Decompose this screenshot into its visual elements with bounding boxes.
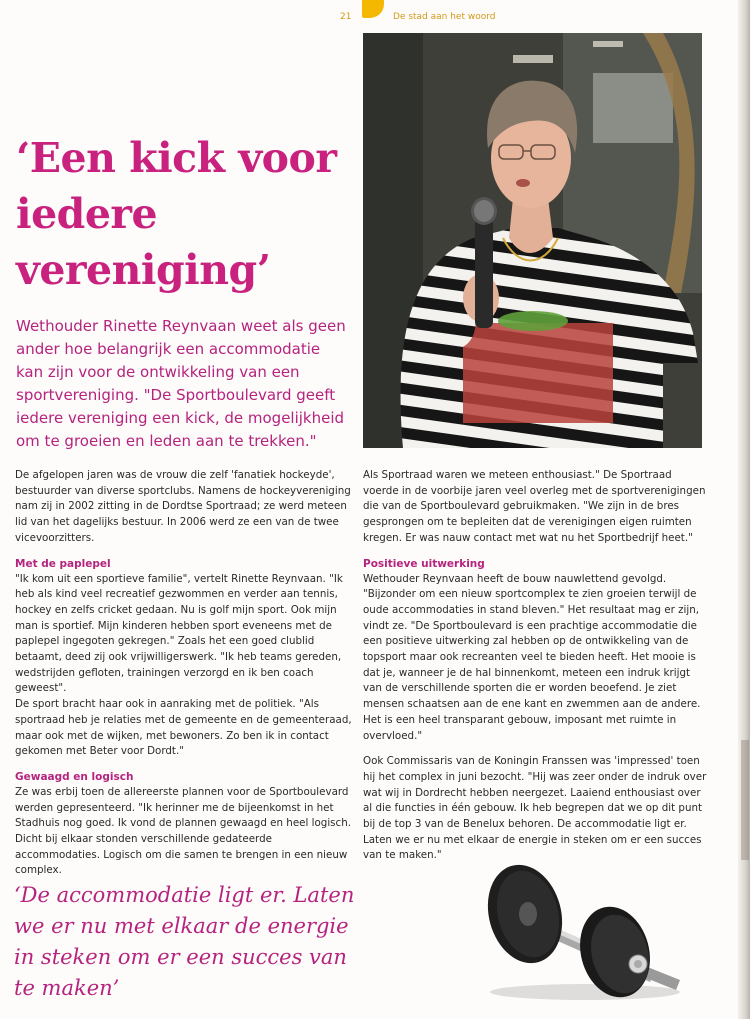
article-lead: Wethouder Rinette Reynvaan weet als geen ander hoe belangrijk een accommodatie kan zijn voor de ontwikkeling van een sportvereniging. "De Sportboulevard geeft iedere vereniging een kick, de mogelijkheid om te groeien en leden aan te trekken." [16, 317, 346, 450]
page-binding-edge [738, 0, 750, 1019]
body-paragraph: Ook Commissaris van de Koningin Franssen was 'impressed' toen hij het complex in juni bezocht. "Hij was zeer onder de indruk over wat wij in Dordrecht hebben neergezet. Laaiend enthousiast over al die functies in één gebouw. Ik heb begrepen dat we op dit punt bij de top 3 van de Benelux behoren. De accommodatie ligt er. Laten we er nu met elkaar de energie in steken om er een succes van te maken." [363, 755, 707, 862]
subheading-gewaagd-en-logisch: Gewaagd en logisch [15, 770, 134, 783]
subheading-positieve-uitwerking: Positieve uitwerking [363, 557, 485, 570]
subheading-met-de-paplepel: Met de paplepel [15, 557, 111, 570]
body-column-left [15, 468, 360, 889]
header-accent-shape [362, 0, 384, 18]
body-paragraph: Wethouder Reynvaan heeft de bouw nauwlettend gevolgd. "Bijzonder om een nieuw sportcomplex te zien groeien terwijl de oude accommodaties in stand bleven." Het resultaat mag er zijn, vindt ze. "De Sportboulevard is een prachtige accommodatie die een positieve uitwerking zal hebben op de ontwikkeling van de topsport maar ook recreanten veel te bieden heeft. Het mooie is dat je, wanneer je de hal binnenkomt, meteen een indruk krijgt van de verschillende sporten die er worden beoefend. Je ziet mensen schaatsen aan de ene kant en zwemmen aan de andere. Het is een heel transparant gebouw, imposant met ruimte in overvloed." [363, 572, 701, 742]
body-paragraph: "Ik kom uit een sportieve familie", vertelt Rinette Reynvaan. "Ik heb als kind veel recreatief gezwommen en verder aan tennis, hockey en zelfs cricket gedaan. Nu is golf mijn sport. Ook mijn man is sportief. Mijn kinderen hebben sport eveneens met de paplepel ingegoten gekregen." Zoals het een goed clublid betaamt, deed zij ook vrijwilligerswerk. "Ik heb teams gereden, wedstrijden gefloten, trainingen verzorgd en ik ben coach geweest". [15, 572, 343, 695]
binding-shadow [741, 740, 749, 860]
body-paragraph: De sport bracht haar ook in aanraking met de politiek. "Als sportraad heb je relaties met de gemeente en de gemeenteraad, maar ook met de wijken, met bewoners. Zo ben ik in contact gekomen met Beter voor Dordt." [15, 698, 352, 758]
portrait-photo [363, 33, 702, 448]
portrait-illustration [363, 33, 702, 448]
intro-paragraph: De afgelopen jaren was de vrouw die zelf 'fanatiek hockeyde', bestuurder van diverse sportclubs. Namens de hockeyvereniging nam zij in 2002 zitting in de Dordtse Sportraad; ze werd meteen lid van het dagelijks bestuur. In 2006 werd ze een van de twee vicevoorzitters. [15, 469, 351, 544]
section-title: De stad aan het woord [393, 12, 496, 22]
body-paragraph: Ze was erbij toen de allereerste plannen voor de Sportboulevard werden gepresenteerd. "Ik herinner me de bijeenkomst in het Stadhuis nog goed. Ik vond de plannen gewaagd en heel logisch. Dicht bij elkaar stonden verschillende gedateerde accommodaties. Logisch om die samen te brengen in een nieuw complex. [15, 785, 352, 877]
body-column-right [363, 468, 708, 874]
body-paragraph: Als Sportraad waren we meteen enthousiast." De Sportraad voerde in de voorbije jaren veel overleg met de sportverenigingen die van de Sportboulevard gebruikmaken. "We zijn in de bres gesprongen om te bepleiten dat de verenigingen eigen ruimten kregen. Er was nauw contact met wat nu het Sportbedrijf heet." [363, 469, 706, 544]
dumbbell-image [480, 852, 690, 1002]
article-title: ‘Een kick voor iedere vereniging’ [16, 134, 337, 294]
pull-quote: ‘De accommodatie ligt er. Laten we er nu met elkaar de energie in steken om er een succes van te maken’ [14, 883, 355, 1000]
page-number: 21 [340, 12, 352, 22]
